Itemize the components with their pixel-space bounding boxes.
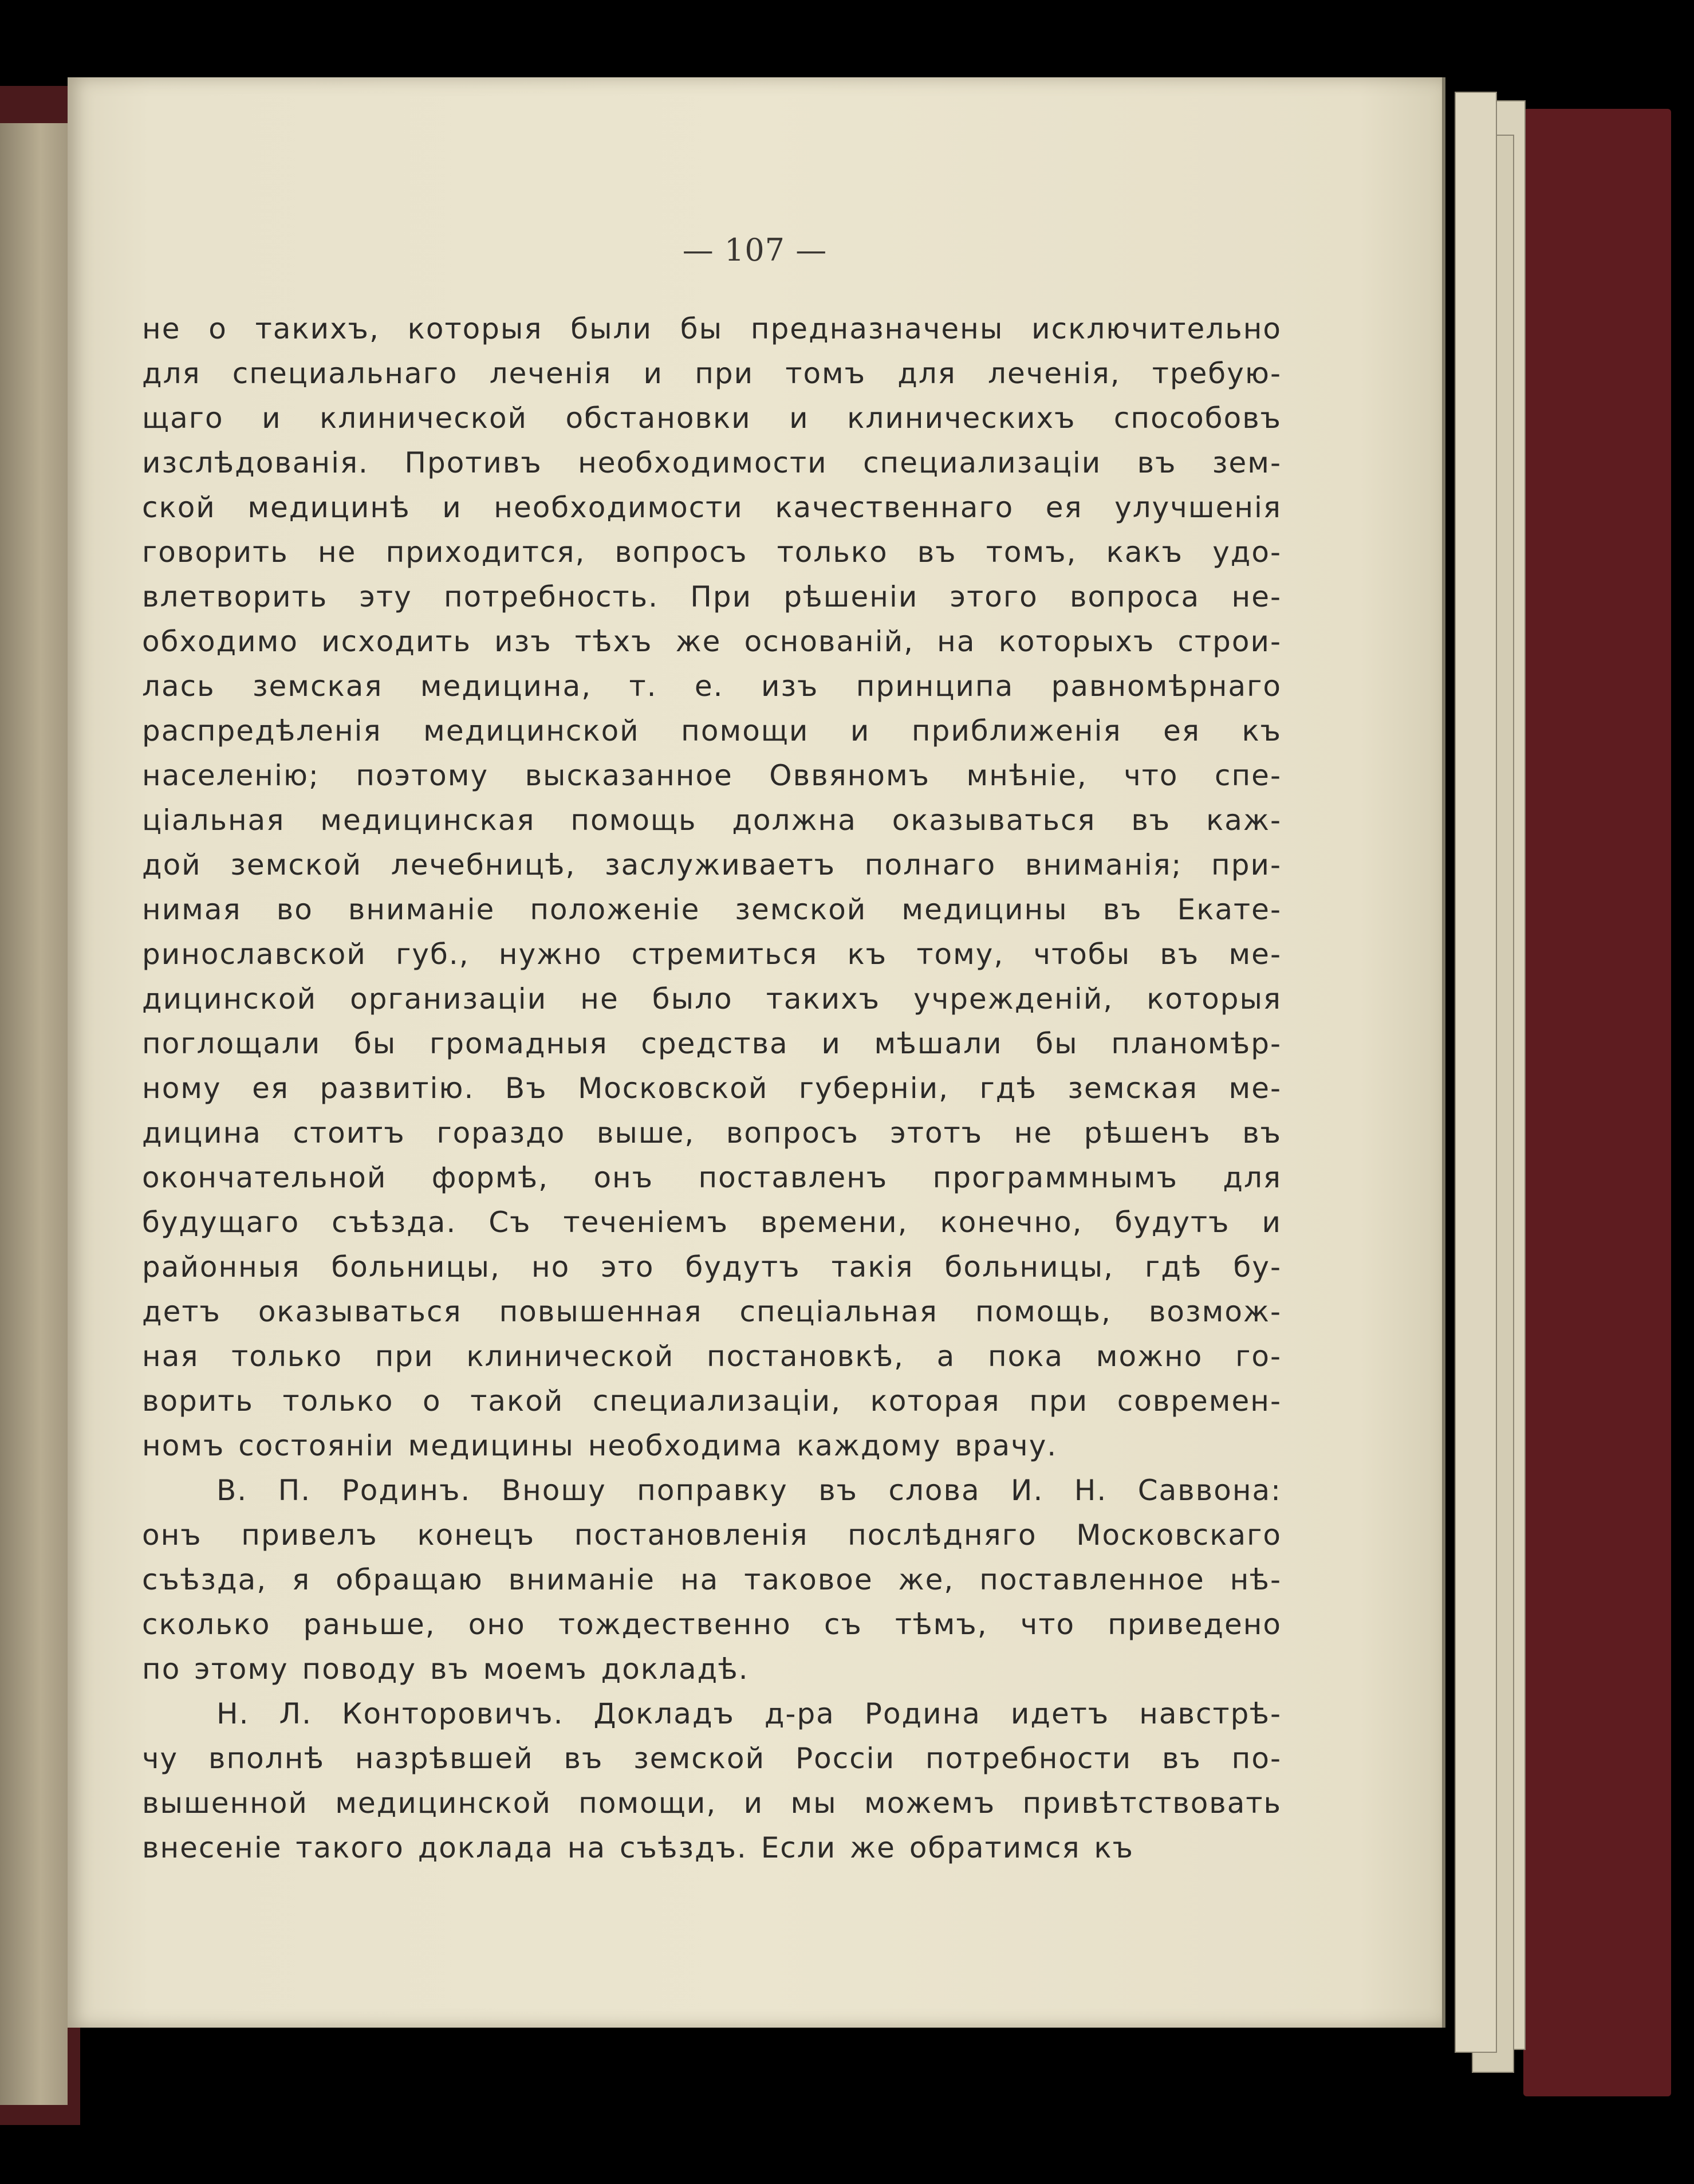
book-page [68, 77, 1445, 2028]
text-line: чу вполнѣ назрѣвшей въ земской Россіи потребности въ по- [142, 1742, 1282, 1775]
text-line: говорить не приходится, вопросъ только въ томъ, какъ удо- [142, 536, 1282, 569]
text-line: ная только при клинической постановкѣ, а пока можно го- [142, 1340, 1282, 1373]
text-line: ринославской губ., нужно стремиться къ тому, чтобы въ ме- [142, 938, 1282, 971]
text-line: по этому поводу въ моемъ докладѣ. [142, 1652, 749, 1686]
text-line: сколько раньше, оно тождественно съ тѣмъ, что приведено [142, 1608, 1282, 1641]
text-line: щаго и клинической обстановки и клиническихъ способовъ [142, 402, 1282, 435]
text-line: онъ привелъ конецъ постановленія послѣдняго Московскаго [142, 1518, 1282, 1552]
text-line: дицина стоитъ гораздо выше, вопросъ этотъ не рѣшенъ въ [142, 1116, 1282, 1150]
text-line: распредѣленія медицинской помощи и приближенія ея къ [142, 714, 1282, 747]
text-line: ному ея развитію. Въ Московской губерніи, гдѣ земская ме- [142, 1072, 1282, 1105]
text-line: дой земской лечебницѣ, заслуживаетъ полнаго вниманія; при- [142, 848, 1282, 882]
text-line: ской медицинѣ и необходимости качественнаго ея улучшенія [142, 491, 1282, 524]
text-line: изслѣдованія. Противъ необходимости специализаціи въ зем- [142, 446, 1282, 479]
text-line: поглощали бы громадныя средства и мѣшали бы планомѣр- [142, 1027, 1282, 1060]
text-line: населенію; поэтому высказанное Оввяномъ мнѣніе, что спе- [142, 759, 1282, 792]
text-line: окончательной формѣ, онъ поставленъ программнымъ для [142, 1161, 1282, 1194]
text-line: ціальная медицинская помощь должна оказываться въ каж- [142, 804, 1282, 837]
text-line: внесеніе такого доклада на съѣздъ. Если же обратимся къ [142, 1831, 1134, 1864]
text-line: вышенной медицинской помощи, и мы можемъ привѣтствовать [142, 1786, 1282, 1820]
page-number: — 107 — [682, 232, 828, 268]
text-line: будущаго съѣзда. Съ теченіемъ времени, конечно, будутъ и [142, 1206, 1282, 1239]
page-stack-edge [1455, 92, 1497, 2053]
text-line: Н. Л. Конторовичъ. Докладъ д-ра Родина идетъ навстрѣ- [216, 1697, 1282, 1730]
text-line: обходимо исходить изъ тѣхъ же основаній, на которыхъ строи- [142, 625, 1282, 658]
facing-page-edge [0, 123, 68, 2105]
page-body-text [142, 306, 1282, 1870]
text-line: нимая во вниманіе положеніе земской медицины въ Екате- [142, 893, 1282, 926]
text-line: для специальнаго леченія и при томъ для леченія, требую- [142, 357, 1282, 390]
text-line: съѣзда, я обращаю вниманіе на таковое же, поставленное нѣ- [142, 1563, 1282, 1596]
text-line: В. П. Родинъ. Вношу поправку въ слова И. Н. Саввона: [216, 1474, 1282, 1507]
text-line: влетворить эту потребность. При рѣшеніи этого вопроса не- [142, 580, 1282, 613]
text-line: детъ оказываться повышенная спеціальная помощь, возмож- [142, 1295, 1282, 1328]
text-line: ворить только о такой специализаціи, которая при современ- [142, 1384, 1282, 1418]
text-line: не о такихъ, которыя были бы предназначены исключительно [142, 312, 1282, 345]
book-cover-right [1523, 109, 1671, 2096]
text-line: дицинской организаціи не было такихъ учрежденій, которыя [142, 982, 1282, 1016]
text-line: лась земская медицина, т. е. изъ принципа равномѣрнаго [142, 670, 1282, 703]
text-line: районныя больницы, но это будутъ такія больницы, гдѣ бу- [142, 1250, 1282, 1284]
text-line: номъ состояніи медицины необходима каждому врачу. [142, 1429, 1058, 1462]
